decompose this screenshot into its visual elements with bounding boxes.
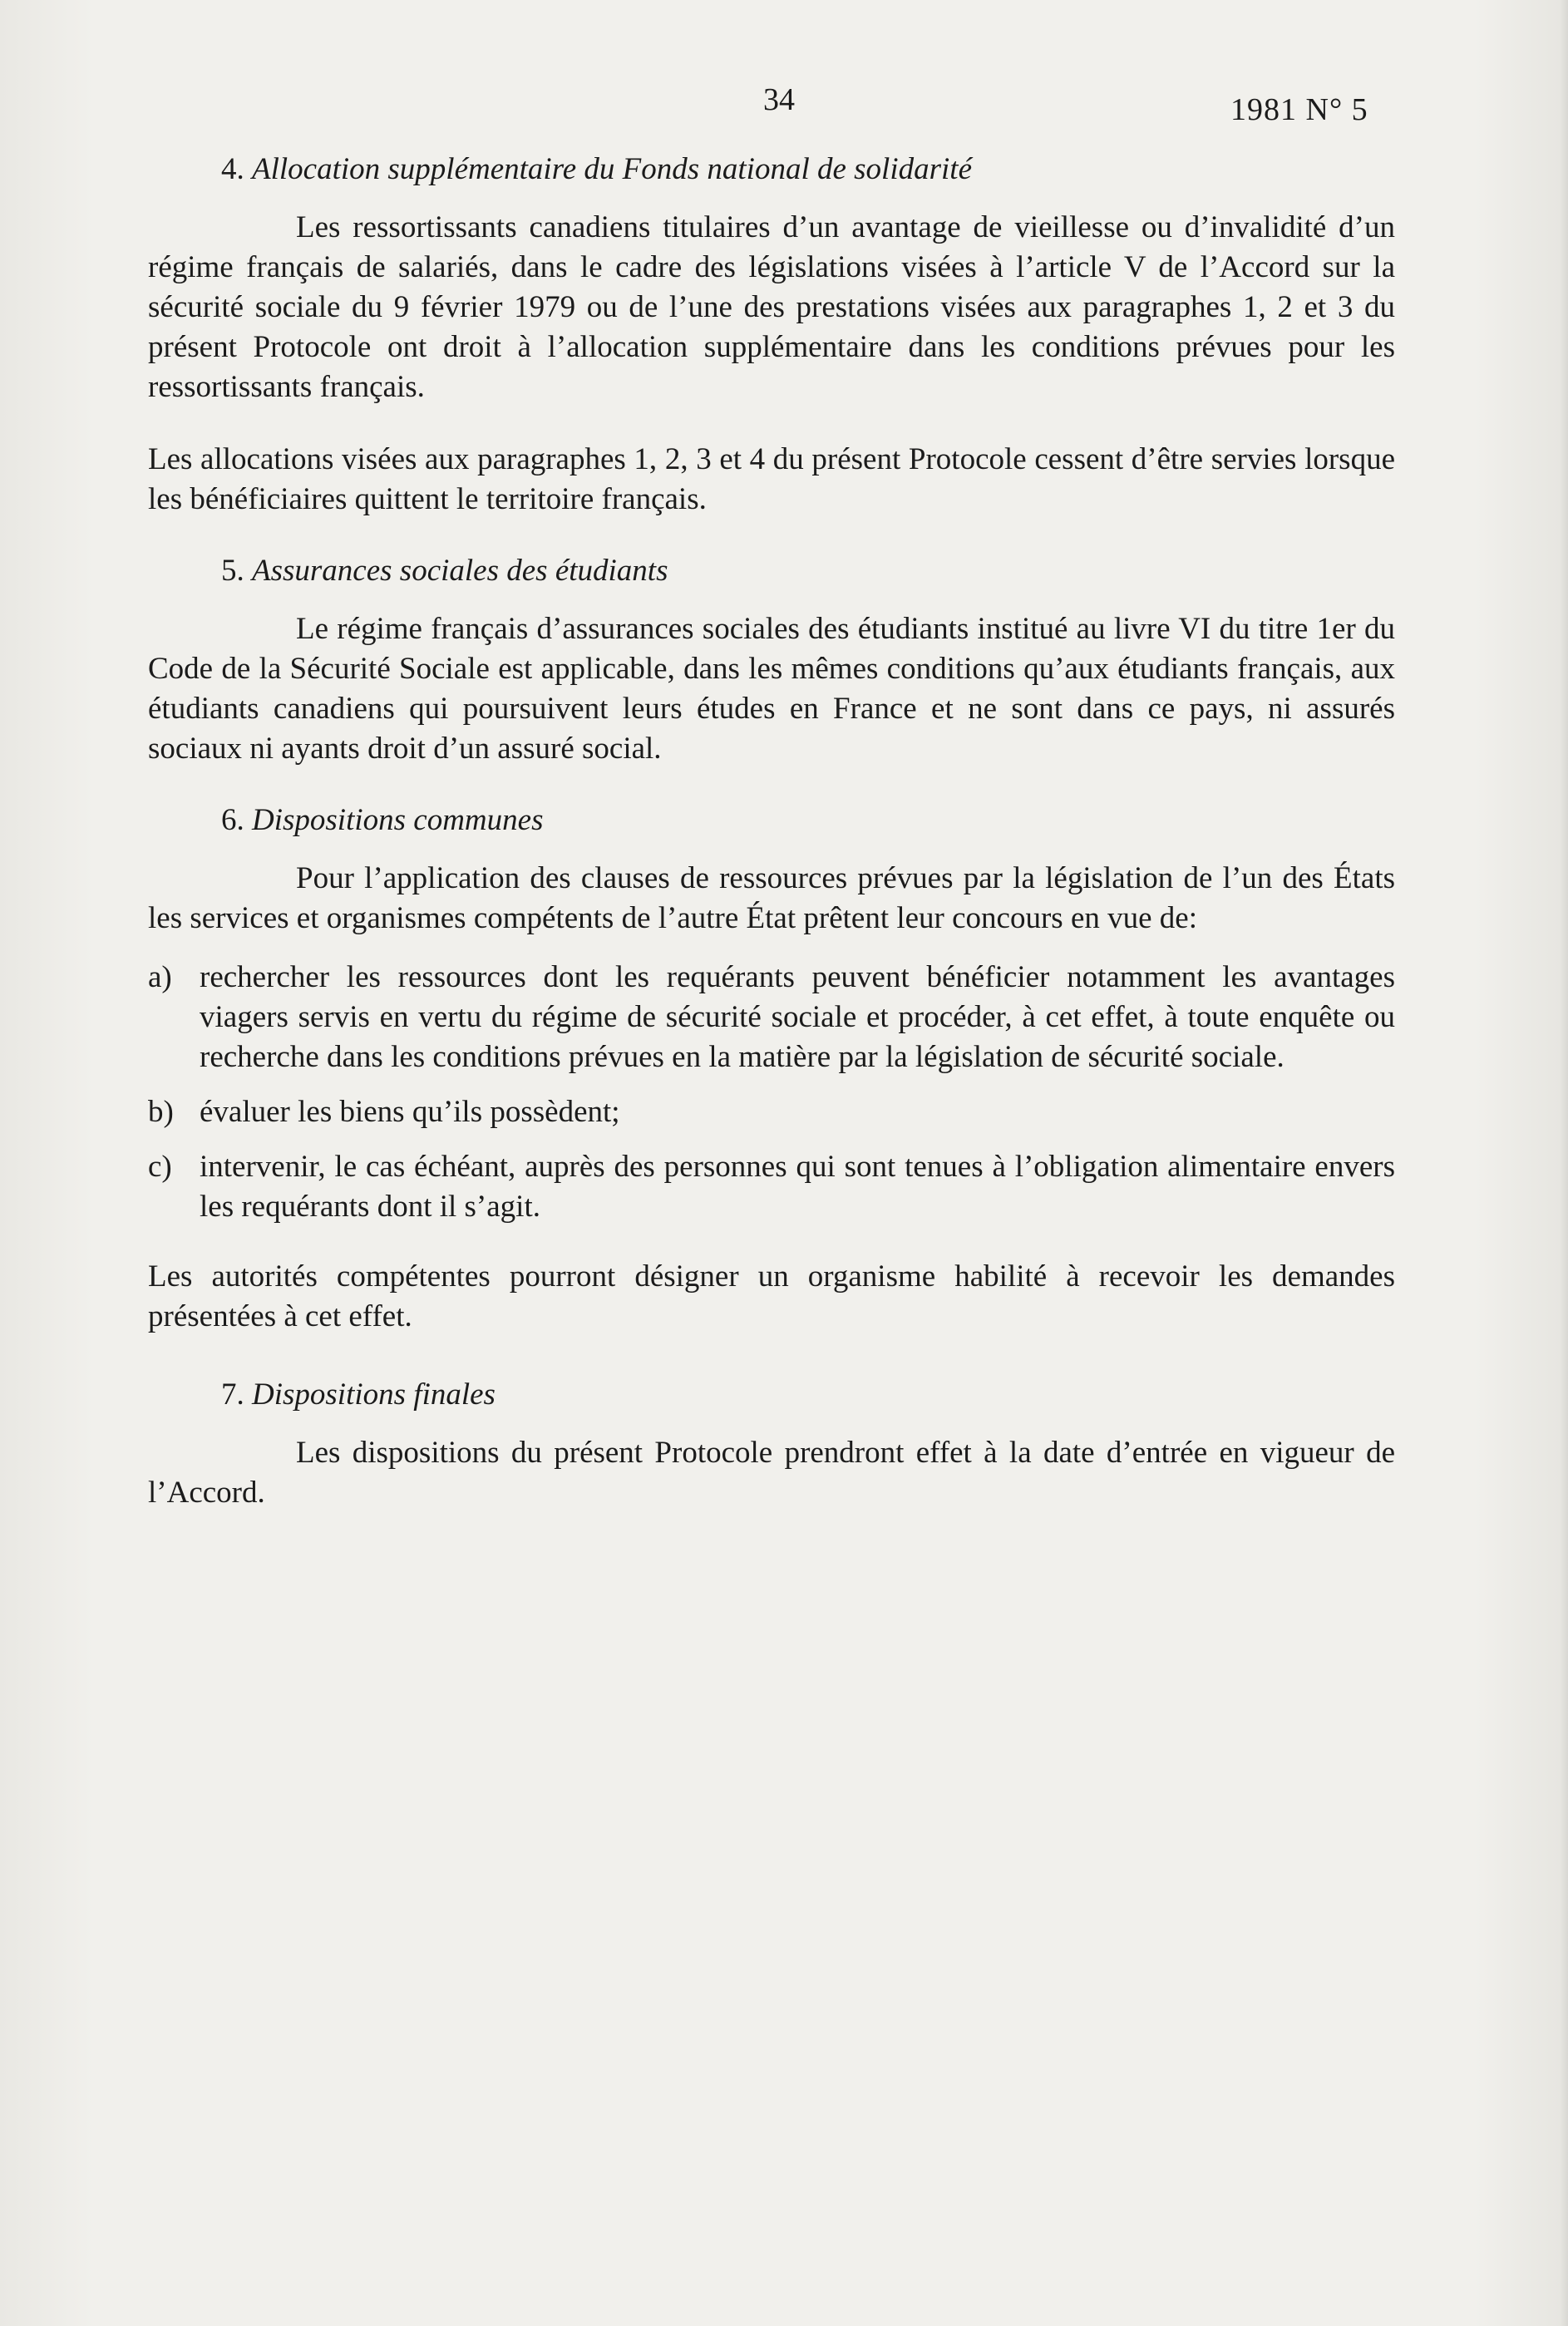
section-5-paragraph-1: Le régime français d’assurances sociales des étudiants institué au livre VI du titre 1er du Code de la Sécurité Sociale est applicable, dans les mêmes conditions qu’aux étudiants français, aux étudiants canadiens qui poursuivent leurs études en France et ne sont dans ce pays, ni assurés sociaux ni ayants droit d’un assuré social. — [148, 611, 1395, 766]
section-4-number: 4. — [221, 152, 244, 186]
list-item — [148, 1092, 1395, 1132]
section-5-title: Assurances sociales des étudiants — [252, 553, 668, 588]
issue-label: 1981 N° 5 — [1230, 92, 1368, 127]
section-7-paragraph-1: Les dispositions du présent Protocole prendront effet à la date d’entrée en vigueur de l’Accord. — [148, 1436, 1395, 1510]
section-7-title: Dispositions finales — [252, 1377, 496, 1412]
page-edge-shadow — [1560, 0, 1568, 2326]
list-item-label: a) — [148, 959, 172, 994]
section-7-heading — [148, 1375, 1395, 1415]
list-item-label: b) — [148, 1094, 174, 1129]
section-4-heading — [148, 150, 1395, 190]
section-7-number: 7. — [221, 1377, 244, 1412]
list-item-text: rechercher les ressources dont les requérants peuvent bénéficier notamment les avantages viagers servis en vertu du régime de sécurité sociale et procéder, à cet effet, à toute enquête ou recherche dans les conditions prévues en la matière par la législation de sécurité sociale. — [200, 959, 1395, 1074]
section-6-list — [148, 958, 1395, 1228]
section-6-title: Dispositions communes — [252, 803, 544, 838]
section-5-heading — [148, 551, 1395, 591]
section-4-title: Allocation supplémentaire du Fonds national de solidarité — [252, 152, 972, 186]
section-6-paragraph-1: Pour l’application des clauses de ressources prévues par la législation de l’un des États les services et organismes compétents de l’autre État prêtent leur concours en vue de: — [148, 861, 1395, 936]
list-item — [148, 958, 1395, 1077]
section-4-paragraph-1: Les ressortissants canadiens titulaires d’un avantage de vieillesse ou d’invalidité d’un régime français de salariés, dans le cadre des législations visées à l’article V de l’Accord sur la sécurité sociale du 9 février 1979 ou de l’une des prestations visées aux paragraphes 1, 2 et 3 du présent Protocole ont droit à l’allocation supplémentaire dans les conditions prévues pour les ressortissants français. — [148, 210, 1395, 405]
section-5-number: 5. — [221, 553, 244, 588]
section-6-paragraph-2: Les autorités compétentes pourront désigner un organisme habilité à recevoir les demandes présentées à cet effet. — [148, 1259, 1395, 1334]
page-number: 34 — [763, 82, 795, 117]
list-item-text: évaluer les biens qu’ils possèdent; — [200, 1094, 620, 1129]
list-item-text: intervenir, le cas échéant, auprès des personnes qui sont tenues à l’obligation alimentaire envers les requérants dont il s’agit. — [200, 1149, 1395, 1224]
section-6-number: 6. — [221, 803, 244, 838]
list-item — [148, 1147, 1395, 1227]
list-item-label: c) — [148, 1149, 172, 1184]
document-body — [148, 150, 1395, 1545]
section-4-paragraph-2: Les allocations visées aux paragraphes 1, 2, 3 et 4 du présent Protocole cessent d’être servies lorsque les bénéficiaires quittent le territoire français. — [148, 441, 1395, 516]
section-6-heading — [148, 801, 1395, 840]
